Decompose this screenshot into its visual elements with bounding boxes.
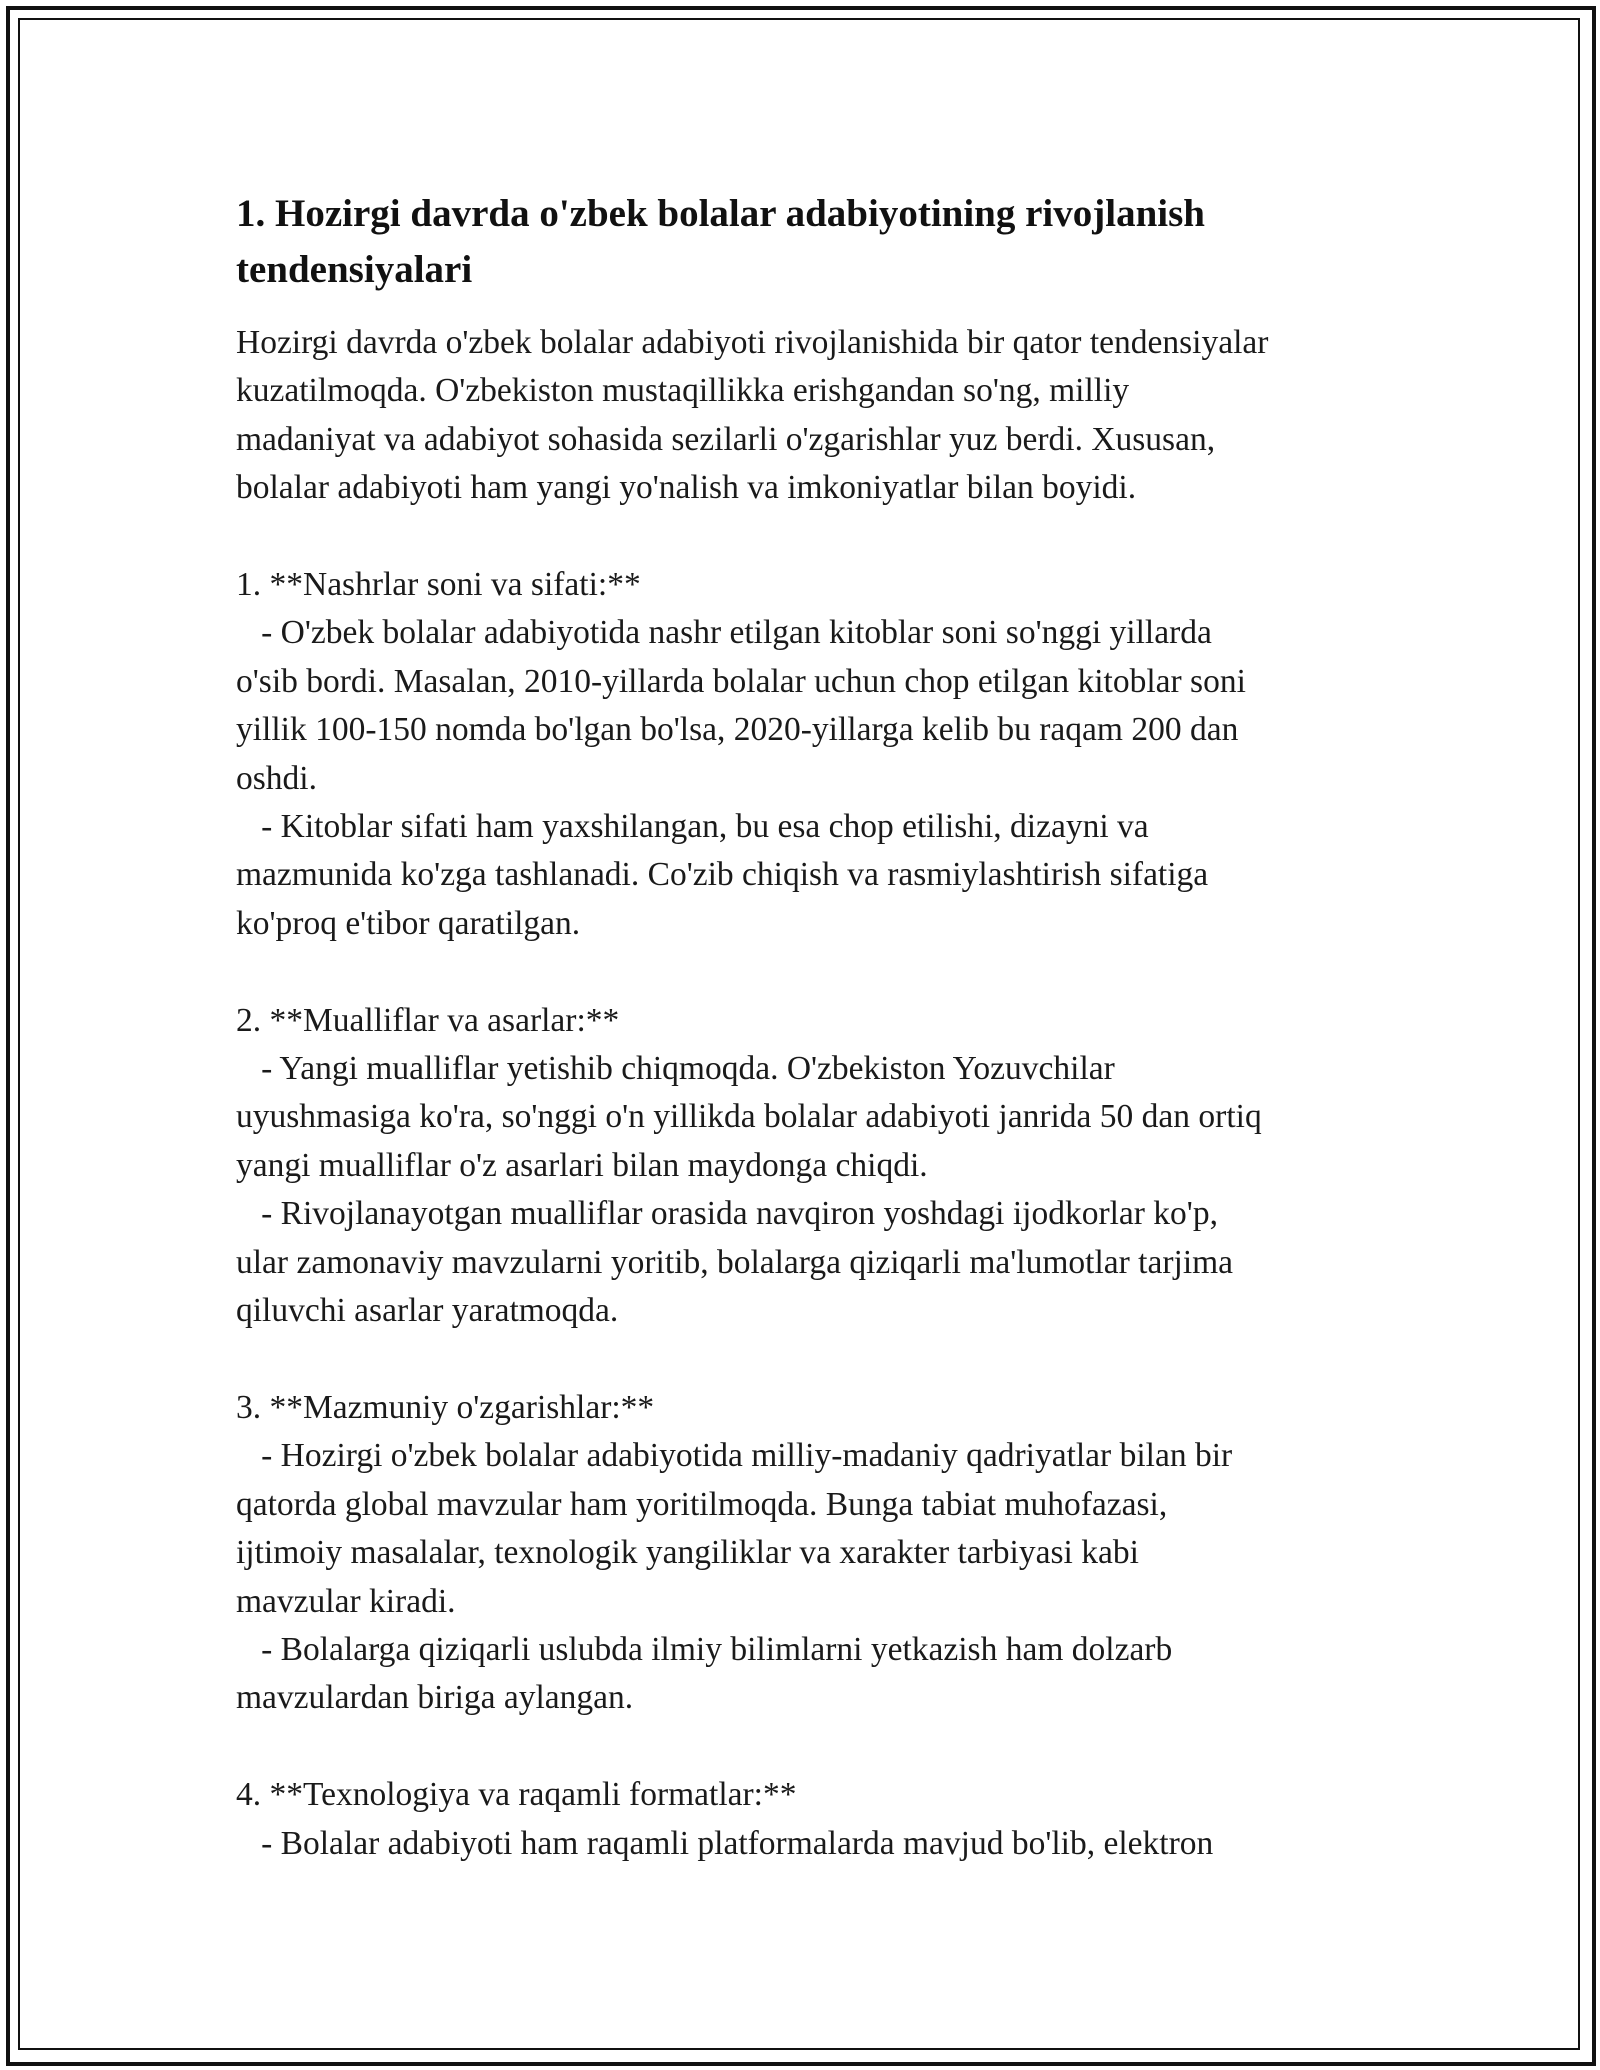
section-2 (236, 997, 1386, 1336)
intro-paragraph: Hozirgi davrda o'zbek bolalar adabiyoti rivojlanishida bir qator tendensiyalar kuzatilmoqda. O'zbekiston mustaqillikka erishgandan so'ng, milliy madaniyat va adabiyot sohasida sezilarli o'zgarishlar yuz berdi. Xususan, bolalar adabiyoti ham yangi yo'nalish va imkoniyatlar bilan boyidi. (236, 324, 1269, 507)
document-body (236, 186, 1386, 1868)
section-1 (236, 561, 1386, 948)
section-item: - Bolalarga qiziqarli uslubda ilmiy bilimlarni yetkazish ham dolzarb mavzulardan biriga aylangan. (236, 1630, 1173, 1717)
section-heading: 3. **Mazmuniy o'zgarishlar:** (236, 1388, 655, 1426)
section-item: - Kitoblar sifati ham yaxshilangan, bu esa chop etilishi, dizayni va mazmunida ko'zga tashlanadi. Co'zib chiqish va rasmiylashtirish sifatiga ko'proq e'tibor qaratilgan. (236, 808, 1209, 942)
section-item: - Yangi mualliflar yetishib chiqmoqda. O'zbekiston Yozuvchilar uyushmasiga ko'ra, so'nggi o'n yillikda bolalar adabiyoti janrida 50 dan ortiq yangi mualliflar o'z asarlari bilan maydonga chiqdi. (236, 1050, 1262, 1184)
section-item: - O'zbek bolalar adabiyotida nashr etilgan kitoblar soni so'nggi yillarda o'sib bordi. Masalan, 2010-yillarda bolalar uchun chop etilgan kitoblar soni yillik 100-150 nomda bo'lgan bo'lsa, 2020-yillarga kelib bu raqam 200 dan oshdi. (236, 614, 1246, 797)
document-title: 1. Hozirgi davrda o'zbek bolalar adabiyotining rivojlanish tendensiyalari (236, 192, 1205, 291)
section-heading: 1. **Nashrlar soni va sifati:** (236, 566, 641, 604)
section-heading: 4. **Texnologiya va raqamli formatlar:** (236, 1776, 797, 1814)
section-4 (236, 1771, 1386, 1868)
section-item: - Rivojlanayotgan mualliflar orasida navqiron yoshdagi ijodkorlar ko'p, ular zamonaviy mavzularni yoritib, bolalarga qiziqarli ma'lumotlar tarjima qiluvchi asarlar yaratmoqda. (236, 1195, 1234, 1330)
section-3 (236, 1384, 1386, 1723)
section-heading: 2. **Mualliflar va asarlar:** (236, 1001, 620, 1039)
section-item: - Bolalar adabiyoti ham raqamli platformalarda mavjud bo'lib, elektron (236, 1824, 1214, 1862)
section-item: - Hozirgi o'zbek bolalar adabiyotida milliy-madaniy qadriyatlar bilan bir qatorda global mavzular ham yoritilmoqda. Bunga tabiat muhofazasi, ijtimoiy masalalar, texnologik yangiliklar va xarakter tarbiyasi kabi mavzular kiradi. (236, 1437, 1233, 1620)
